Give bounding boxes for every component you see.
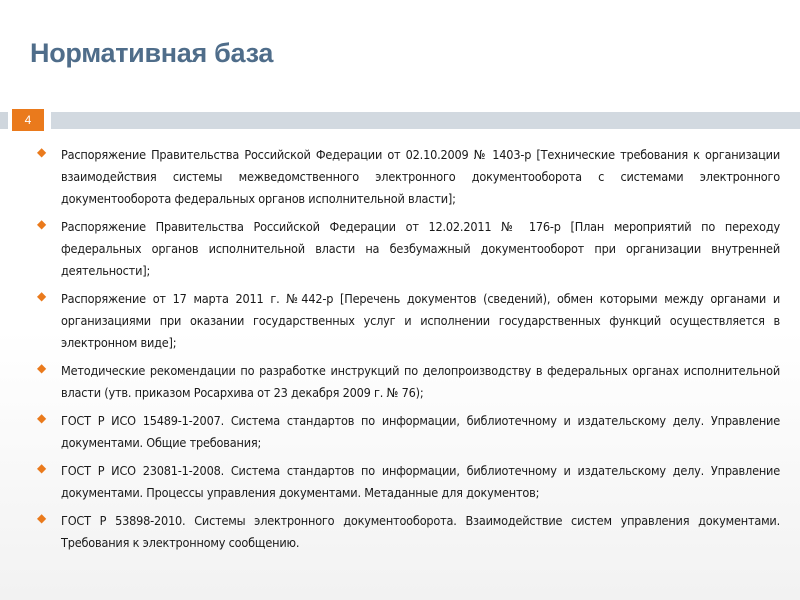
list-item xyxy=(36,510,780,554)
diamond-icon: ◆ xyxy=(37,511,47,525)
list-item xyxy=(36,288,780,354)
list-item-text: ГОСТ Р ИСО 23081-1-2008. Система стандартов по информации, библиотечному и издательскому делу. Управление документами. Процессы управления документами. Метаданные для документов; xyxy=(61,463,780,500)
header-bar-left-segment xyxy=(0,112,8,129)
list-item-text: Распоряжение Правительства Российской Федерации от 12.02.2011 № 176-р [План мероприятий по переходу федеральных органов исполнительной власти на безбумажный документооборот при организации внутренней деятельности]; xyxy=(61,219,780,278)
list-item-text: Распоряжение от 17 марта 2011 г. №442-р [Перечень документов (сведений), обмен которыми между органами и организациями при оказании государственных услуг и исполнении государственных функций осуществляется в электронном виде]; xyxy=(61,291,780,350)
list-item-text: ГОСТ Р 53898-2010. Системы электронного документооборота. Взаимодействие систем управления документами. Требования к электронному сообщению. xyxy=(61,513,780,550)
header-bar-right-segment xyxy=(51,112,800,129)
diamond-icon: ◆ xyxy=(37,461,47,475)
regulation-list xyxy=(36,144,780,560)
list-item xyxy=(36,216,780,282)
slide-header-bar xyxy=(0,108,800,132)
diamond-icon: ◆ xyxy=(37,361,47,375)
diamond-icon: ◆ xyxy=(37,411,47,425)
list-item-text: Распоряжение Правительства Российской Федерации от 02.10.2009 № 1403-р [Технические требования к организации взаимодействия системы межведомственного электронного документооборота с системами электронного документооборота федеральных органов исполнительной власти]; xyxy=(61,147,780,206)
list-item-text: ГОСТ Р ИСО 15489-1-2007. Система стандартов по информации, библиотечному и издательскому делу. Управление документами. Общие требования; xyxy=(61,413,780,450)
list-item xyxy=(36,360,780,404)
diamond-icon: ◆ xyxy=(37,145,47,159)
slide-number-badge: 4 xyxy=(12,109,44,131)
list-item-text: Методические рекомендации по разработке инструкций по делопроизводству в федеральных органах исполнительной власти (утв. приказом Росархива от 23 декабря 2009 г. № 76); xyxy=(61,363,780,400)
list-item xyxy=(36,460,780,504)
diamond-icon: ◆ xyxy=(37,217,47,231)
diamond-icon: ◆ xyxy=(37,289,47,303)
list-item xyxy=(36,410,780,454)
list-item xyxy=(36,144,780,210)
slide-title: Нормативная база xyxy=(30,38,274,68)
